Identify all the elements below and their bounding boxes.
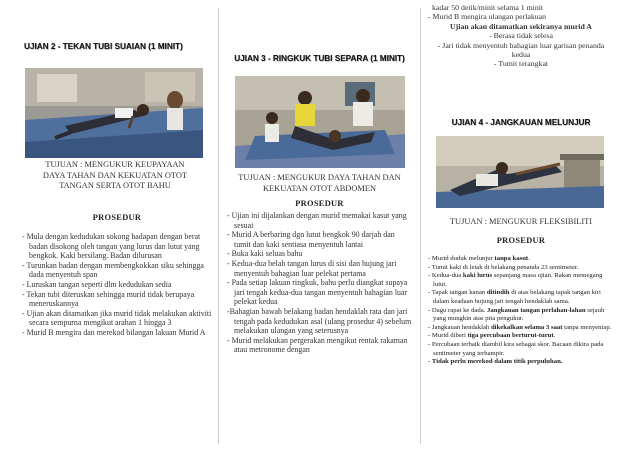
column-divider-1 bbox=[218, 8, 219, 444]
procedure-step: - Tidak perlu merekod dalam titik perpuluhan. bbox=[428, 358, 563, 366]
criteria-line: - Murid B mengira ulangan perlakuan bbox=[428, 12, 547, 22]
procedure-step: - Tapak tangan kanan ditindih di atas belakang tapak tangan kiri dalam keadaan hujung jari tengah hendaklah sama. bbox=[428, 289, 601, 305]
criteria-heading: Ujian akan ditamatkan sekiranya murid A bbox=[450, 21, 592, 31]
procedure-list bbox=[428, 255, 614, 367]
criteria-line: - Tumit terangkat bbox=[493, 59, 549, 69]
objective-text: TUJUAN : MENGUKUR FLEKSIBILITI bbox=[449, 217, 593, 226]
procedure-list bbox=[227, 211, 412, 355]
procedure-heading: PROSEDUR bbox=[295, 199, 344, 208]
objective-text: TUJUAN : MENGUKUR KEUPAYAAN DAYA TAHAN DAN KEKUATAN OTOT TANGAN SERTA OTOT BAHU bbox=[42, 160, 188, 190]
section-title: UJIAN 3 - RINGKUK TUBI SEPARA (1 MINIT) bbox=[234, 54, 405, 63]
procedure-step: - Kedua-dua belah tangan lurus di sisi dan hujung jari menyentuh bahagian luar pelekat pertama bbox=[227, 258, 397, 278]
procedure-step: - Kedua-dua kaki lurus sepanjang masa ujian. Rakan memegang lutut. bbox=[428, 272, 603, 288]
sit-up-photo bbox=[235, 76, 405, 168]
column-divider-2 bbox=[420, 8, 421, 444]
procedure-step: - Jangkauan hendaklah dikekalkan selama 3 saat tanpa menyentap. bbox=[428, 323, 612, 331]
column-ujian-3 bbox=[227, 0, 412, 451]
objective-text: TUJUAN : MENGUKUR DAYA TAHAN DAN KEKUATAN OTOT ABDOMEN bbox=[238, 173, 401, 193]
procedure-step: - Dagu rapat ke dada. Jangkauan tangan perlahan-lahan sejauh yang mungkin atas pita pengukur. bbox=[428, 306, 605, 323]
procedure-heading: PROSEDUR bbox=[92, 213, 142, 222]
procedure-step: - Luruskan tangan seperti dlm kedudukan sedia bbox=[22, 279, 172, 289]
procedure-step: - Murid melakukan pergerakan mengikut rentak rakaman atau metronome dengan bbox=[227, 335, 408, 355]
procedure-list bbox=[22, 232, 212, 338]
procedure-step: - Tumit kaki di letak di belakang penanda 23 sentimeter. bbox=[428, 263, 579, 271]
sit-and-reach-photo bbox=[436, 136, 604, 208]
procedure-step: - Murid A berbaring dgn lutut bengkok 90 darjah dan tumit dan kaki sentiasa menyentuh lantai bbox=[227, 230, 395, 249]
procedure-step: - Mula dengan kedudukan sokong hadapan dengan berat badan disokong oleh tangan yang lurus dan lutut yang bengkok. Kaki bersilang. Badan dilurusan bbox=[22, 232, 201, 261]
procedure-step: - Murid diberi tiga percubaan berturut-turut. bbox=[428, 332, 556, 340]
criteria-line: - Jari tidak menyentuh bahagian luar garisan penanda kedua bbox=[437, 40, 605, 60]
section-title: UJIAN 4 - JANGKAUAN MELUNJUR bbox=[451, 118, 591, 127]
procedure-step: - Turunkan badan dengan membengkokkan siku sehingga dada menyentuh span bbox=[22, 260, 204, 280]
procedure-step: - Buka kaki seluas bahu bbox=[227, 249, 303, 259]
procedure-step: - Pada setiap lakuan ringkuk, bahu perlu diangkat supaya jari tengah kedua-dua tangan menyentuh bahagian luar pelekat kedua bbox=[227, 278, 408, 307]
procedure-step: - Ujian ini dijalankan dengan murid memakai kasut yang sesuai bbox=[227, 211, 407, 230]
procedure-step: - Murid B mengira dan merekod bilangan lakuan Murid A bbox=[22, 327, 206, 337]
column-ujian-2 bbox=[22, 0, 212, 451]
procedure-step: - Ujian akan ditamatkan jika murid tidak melakukan aktiviti secara sempurna mengikut arahan 1 hingga 3 bbox=[22, 308, 212, 328]
push-up-photo bbox=[25, 68, 203, 158]
continued-criteria bbox=[428, 3, 614, 69]
criteria-line: - Berasa tidak selesa bbox=[489, 31, 553, 41]
procedure-heading: PROSEDUR bbox=[496, 236, 546, 245]
procedure-step: -Bahagian bawah belakang badan hendaklah rata dan jari tengah pada kedudukan asal (ulang prosedur 4) sebelum melakukan ulangan yang seterusnya bbox=[227, 306, 412, 336]
criteria-line: kadar 50 detik/minit selama 1 minit bbox=[432, 3, 544, 12]
section-title: UJIAN 2 - TEKAN TUBI SUAIAN (1 MINIT) bbox=[24, 42, 183, 51]
procedure-step: - Tekan tubi diteruskan sehingga murid tidak berupaya meneruskannya bbox=[22, 289, 195, 309]
procedure-step: - Murid duduk melunjur tanpa kasut. bbox=[428, 255, 530, 262]
procedure-step: - Percubaan terbaik diambil kira sebagai skor. Bacaan dikira pada sentimeter yang terhampir. bbox=[428, 340, 604, 357]
column-ujian-4 bbox=[428, 0, 614, 451]
